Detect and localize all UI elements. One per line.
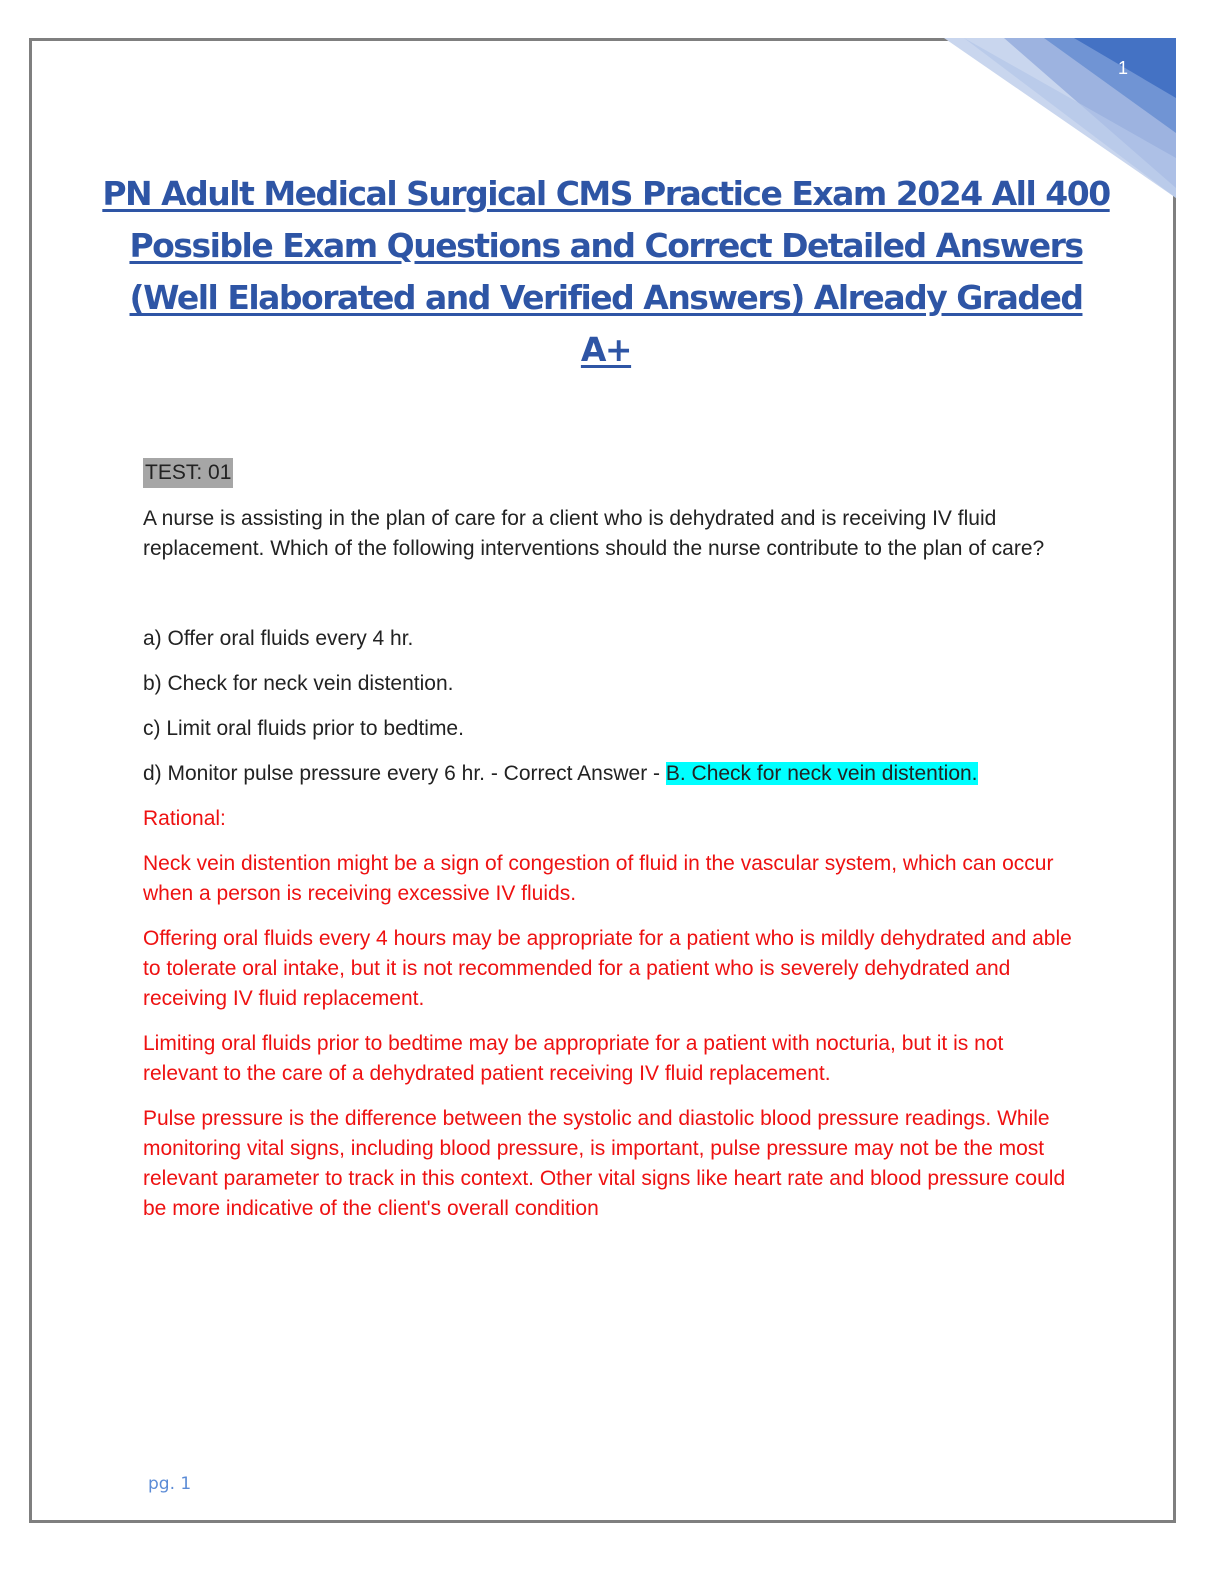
option-a: a) Offer oral fluids every 4 hr. [143, 627, 414, 650]
rationale-1: Neck vein distention might be a sign of congestion of fluid in the vascular system, which can occur when a person is receiving excessive IV fluids. [143, 852, 1054, 905]
option-c: c) Limit oral fluids prior to bedtime. [143, 717, 464, 740]
rationale-4: Pulse pressure is the difference between the systolic and diastolic blood pressure readings. While monitoring vital signs, including blood pressure, is important, pulse pressure may not be the most relevant parameter to track in this context. Other vital signs like heart rate and blood pressure could be more indicative of the client's overall condition [143, 1107, 1066, 1220]
option-d [143, 759, 1083, 789]
rationale-2: Offering oral fluids every 4 hours may be appropriate for a patient who is mildly dehydrated and able to tolerate oral intake, but it is not recommended for a patient who is severely dehydrated and receiving IV fluid replacement. [143, 927, 1072, 1010]
header-page-number: 1 [1118, 58, 1129, 78]
title-line-2: Possible Exam Questions and Correct Detailed Answers [129, 226, 1083, 265]
footer-page-number: pg. 1 [148, 1474, 192, 1494]
document-body [143, 458, 1083, 1239]
document-title [100, 168, 1112, 376]
rationale-3: Limiting oral fluids prior to bedtime may be appropriate for a patient with nocturia, but it is not relevant to the care of a dehydrated patient receiving IV fluid replacement. [143, 1032, 1004, 1085]
title-line-1: PN Adult Medical Surgical CMS Practice Exam 2024 All 400 [102, 174, 1110, 213]
title-line-3: (Well Elaborated and Verified Answers) Already Graded A+ [129, 278, 1083, 369]
option-b: b) Check for neck vein distention. [143, 672, 454, 695]
option-d-text: d) Monitor pulse pressure every 6 hr. - Correct Answer - [143, 762, 666, 785]
test-label: TEST: 01 [143, 458, 233, 488]
question-text: A nurse is assisting in the plan of care for a client who is dehydrated and is receiving IV fluid replacement. Which of the following interventions should the nurse contribute to the plan of care? [143, 507, 1045, 560]
correct-answer: B. Check for neck vein distention. [665, 762, 978, 785]
rational-label: Rational: [143, 807, 226, 830]
